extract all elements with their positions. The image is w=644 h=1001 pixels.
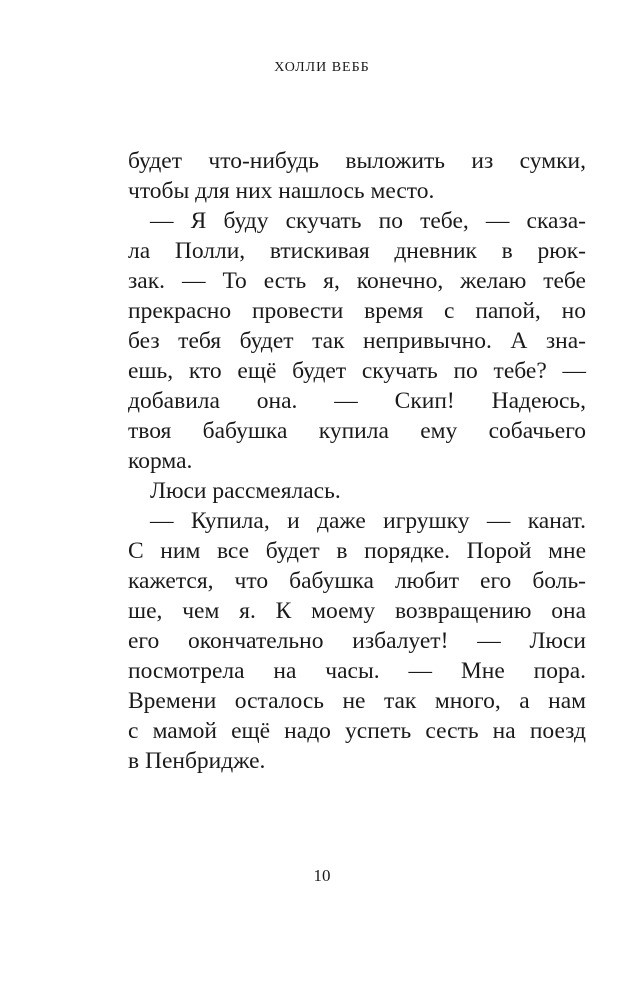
text-line: твоя бабушка купила ему собачьего [128, 418, 586, 444]
text-line: прекрасно провести время с папой, но [128, 298, 586, 324]
body-text [128, 146, 586, 776]
text-line: Люси рассмеялась. [150, 478, 341, 504]
text-line: его окончательно избалует! — Люси [128, 628, 586, 654]
text-line: с мамой ещё надо успеть сесть на поезд [128, 718, 586, 744]
text-line: без тебя будет так непривычно. А зна- [128, 328, 586, 354]
text-line: будет что-нибудь выложить из сумки, [128, 148, 586, 174]
text-line: чтобы для них нашлось место. [128, 178, 435, 204]
text-line: зак. — То есть я, конечно, желаю тебе [128, 268, 586, 294]
text-line: ешь, кто ещё будет скучать по тебе? — [128, 358, 586, 384]
text-line: — Купила, и даже игрушку — канат. [150, 508, 586, 534]
text-line: С ним все будет в порядке. Порой мне [128, 538, 586, 564]
text-line: добавила она. — Скип! Надеюсь, [128, 388, 586, 414]
running-header: ХОЛЛИ ВЕББ [274, 60, 370, 75]
text-line: корма. [128, 448, 193, 474]
text-line: ла Полли, втискивая дневник в рюк- [128, 238, 586, 264]
text-line: — Я буду скучать по тебе, — сказа- [150, 208, 586, 234]
text-line: ше, чем я. К моему возвращению она [128, 598, 586, 624]
text-line: Времени осталось не так много, а нам [128, 688, 586, 714]
text-line: посмотрела на часы. — Мне пора. [128, 658, 586, 684]
text-line: кажется, что бабушка любит его боль- [128, 568, 586, 594]
page-number: 10 [313, 866, 331, 885]
text-line: в Пенбридже. [128, 748, 266, 774]
